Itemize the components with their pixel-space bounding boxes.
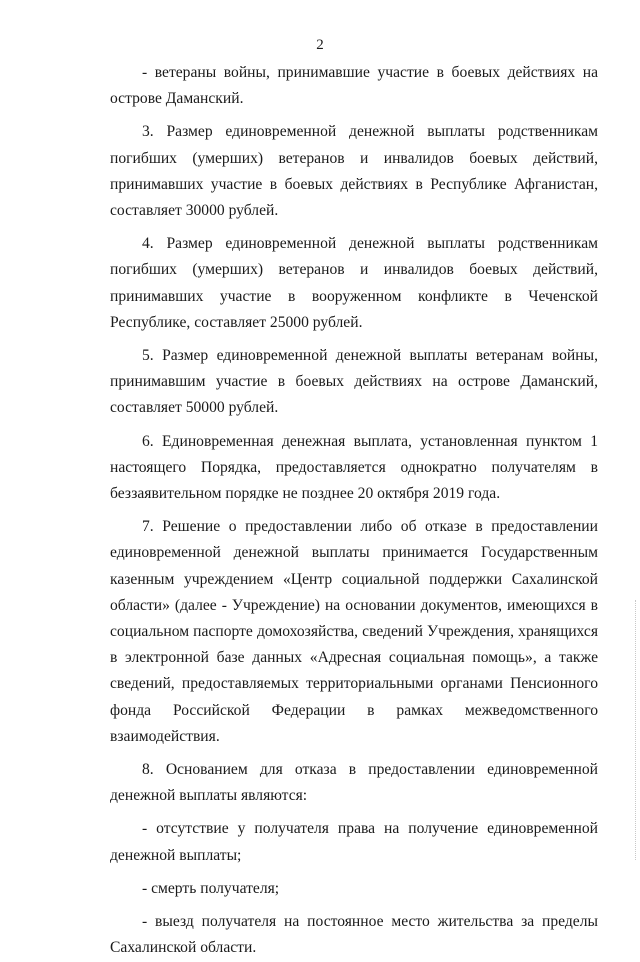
list-item-relocation: - выезд получателя на постоянное место жительства за пределы Сахалинской области. [110, 913, 598, 957]
paragraph-item-7-decision: 7. Решение о предоставлении либо об отказе в предоставлении единовременной денежной выплаты принимается Государственным казенным учреждением «Центр социальной поддержки Сахалинской области» (далее - Учреждение) на основании документов, имеющихся в социальном паспорте домохозяйства, сведений Учреждения, хранящихся в электронной базе данных «Адресная социальная помощь», а также сведений, предоставляемых территориальными органами Пенсионного фонда Российской Федерации в рамках межведомственного взаимодействия. [110, 518, 598, 745]
paragraph-item-5-damansky: 5. Размер единовременной денежной выплаты ветеранам войны, принимавшим участие в боевых действиях на острове Даманский, составляет 50000 рублей. [110, 347, 598, 417]
paragraph-item-3-afghanistan: 3. Размер единовременной денежной выплаты родственникам погибших (умерших) ветеранов и инвалидов боевых действий, принимавших участие в боевых действиях в Республике Афганистан, составляет 30000 рублей. [110, 123, 598, 220]
paragraph-item-8-refusal-grounds: 8. Основанием для отказа в предоставлении единовременной денежной выплаты являются: [110, 761, 598, 805]
list-item-no-right: - отсутствие у получателя права на получение единовременной денежной выплаты; [110, 820, 598, 864]
list-item-death: - смерть получателя; [142, 879, 280, 897]
page-number: 2 [316, 37, 324, 53]
paragraph-item-4-chechnya: 4. Размер единовременной денежной выплаты родственникам погибших (умерших) ветеранов и инвалидов боевых действий, принимавших участие в вооруженном конфликте в Чеченской Республике, составляет 25000 рублей. [110, 235, 598, 331]
paragraph-veterans-damansky: - ветераны войны, принимавшие участие в боевых действиях на острове Даманский. [110, 64, 598, 108]
paragraph-item-6-payment-terms: 6. Единовременная денежная выплата, установленная пунктом 1 настоящего Порядка, предоставляется однократно получателям в беззаявительном порядке не позднее 20 октября 2019 года. [110, 432, 598, 503]
scan-margin-marks [632, 600, 636, 860]
document-body [110, 60, 598, 962]
